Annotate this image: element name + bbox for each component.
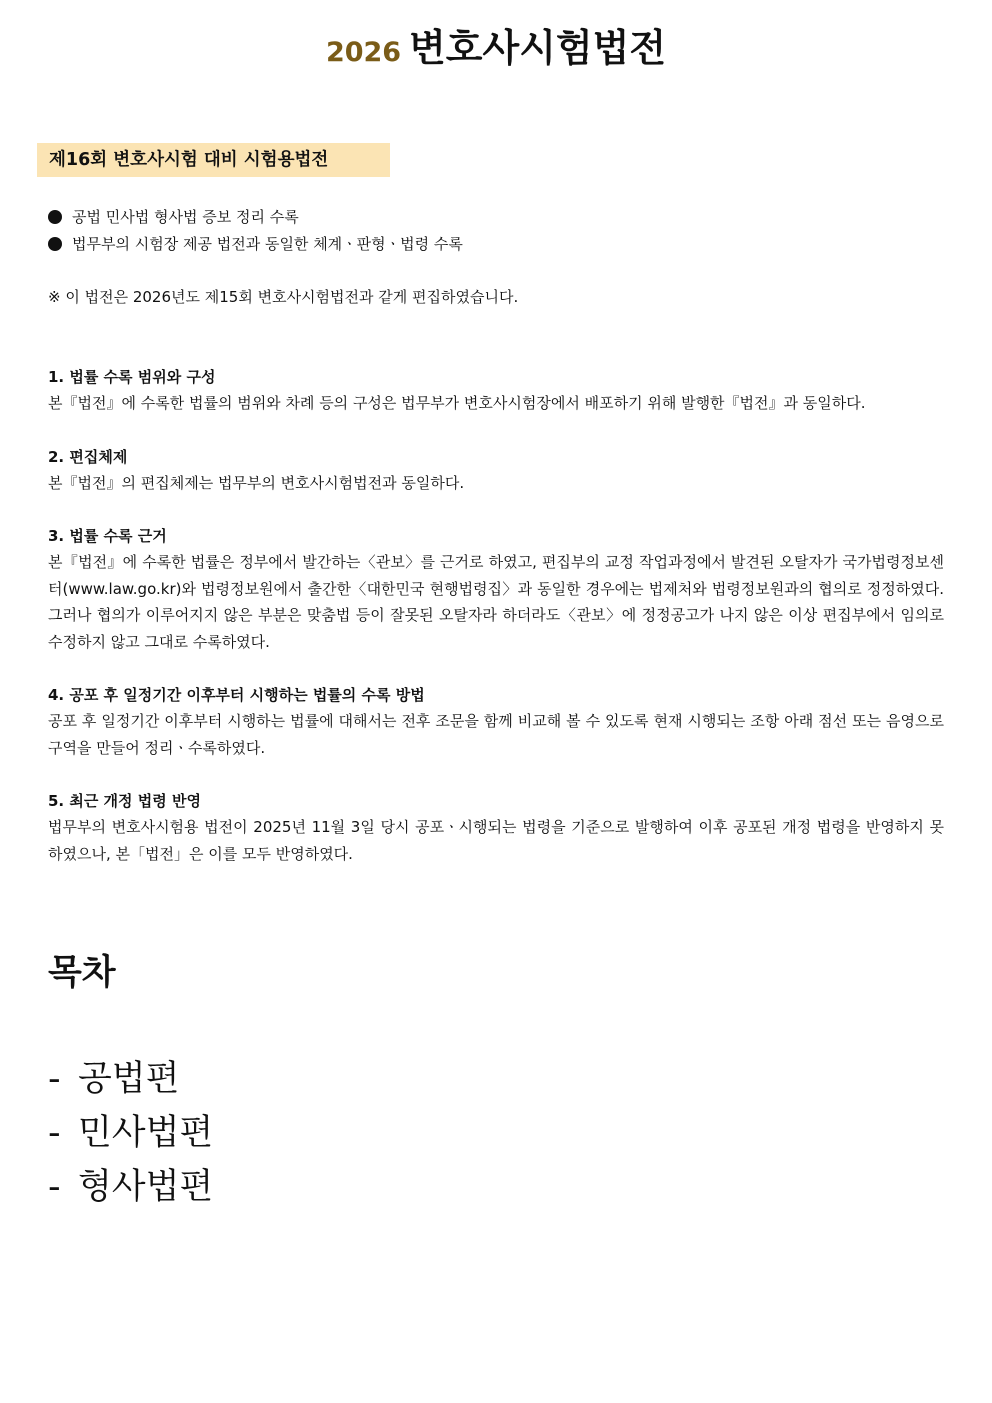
toc-dash: - <box>48 1059 61 1099</box>
bullet-icon <box>48 210 62 224</box>
document-title <box>0 22 992 82</box>
title-year: 2026 <box>325 37 402 68</box>
bullet-icon <box>48 237 62 251</box>
section-basis <box>48 523 944 655</box>
bullet-text: 공법 민사법 형사법 증보 정리 수록 <box>72 208 299 226</box>
section-heading: 2. 편집체제 <box>48 447 128 466</box>
toc-dash: - <box>48 1113 61 1153</box>
toc-item <box>48 1106 213 1160</box>
toc-item <box>48 1160 213 1214</box>
section-method <box>48 682 944 761</box>
section-body: 공포 후 일정기간 이후부터 시행하는 법률에 대해서는 전후 조문을 함께 비교해 볼 수 있도록 현재 시행되는 조항 아래 점선 또는 음영으로 구역을 만들어 정리ㆍ수록하였다. <box>48 712 944 757</box>
section-format <box>48 444 944 497</box>
section-amendments <box>48 788 944 867</box>
toc-item-label: 공법편 <box>78 1059 180 1099</box>
list-item <box>48 231 463 258</box>
section-heading: 1. 법률 수록 범위와 구성 <box>48 368 216 386</box>
feature-list <box>48 204 463 258</box>
section-body: 본『법전』의 편집체제는 법무부의 변호사시험법전과 동일하다. <box>48 473 465 492</box>
notes-sections <box>48 364 944 894</box>
title-main: 변호사시험법전 <box>409 26 667 70</box>
toc-item-label: 형사법편 <box>78 1167 214 1207</box>
toc-dash: - <box>48 1167 61 1207</box>
section-heading: 5. 최근 개정 법령 반영 <box>48 792 201 810</box>
section-body: 본『법전』에 수록한 법률은 정부에서 발간하는〈관보〉를 근거로 하였고, 편집부의 교정 작업과정에서 발견된 오탈자가 국가법령정보센터(www.law.go.kr)와 법령정보원에서 출간한〈대한민국 현행법령집〉과 동일한 경우에는 법제처와 법령정보원과의 협의로 정정하였다. 그러나 협의가 이루어지지 않은 부분은 맞춤법 등이 잘못된 오탈자라 하더라도〈관보〉에 정정공고가 나지 않은 이상 편집부에서 임의로 수정하지 않고 그대로 수록하였다. <box>48 553 944 651</box>
toc-title: 목차 <box>48 953 116 993</box>
toc-item-label: 민사법편 <box>78 1113 214 1153</box>
section-heading: 4. 공포 후 일정기간 이후부터 시행하는 법률의 수록 방법 <box>48 686 425 704</box>
section-heading: 3. 법률 수록 근거 <box>48 527 167 545</box>
section-body: 법무부의 변호사시험용 법전이 2025년 11월 3일 당시 공포ㆍ시행되는 법령을 기준으로 발행하여 이후 공포된 개정 법령을 반영하지 못하였으나, 본「법전」은 이를 모두 반영하였다. <box>48 818 944 863</box>
section-body: 본『법전』에 수록한 법률의 범위와 차례 등의 구성은 법무부가 변호사시험장에서 배포하기 위해 발행한『법전』과 동일하다. <box>48 394 866 412</box>
toc-item <box>48 1052 213 1106</box>
list-item <box>48 204 463 231</box>
bullet-text: 법무부의 시험장 제공 법전과 동일한 체계ㆍ판형ㆍ법령 수록 <box>72 235 463 253</box>
section-scope <box>48 364 944 417</box>
highlight-subtitle: 제16회 변호사시험 대비 시험용법전 <box>37 143 390 177</box>
edition-note: ※ 이 법전은 2026년도 제15회 변호사시험법전과 같게 편집하였습니다. <box>48 288 519 306</box>
toc-list <box>48 1052 213 1214</box>
